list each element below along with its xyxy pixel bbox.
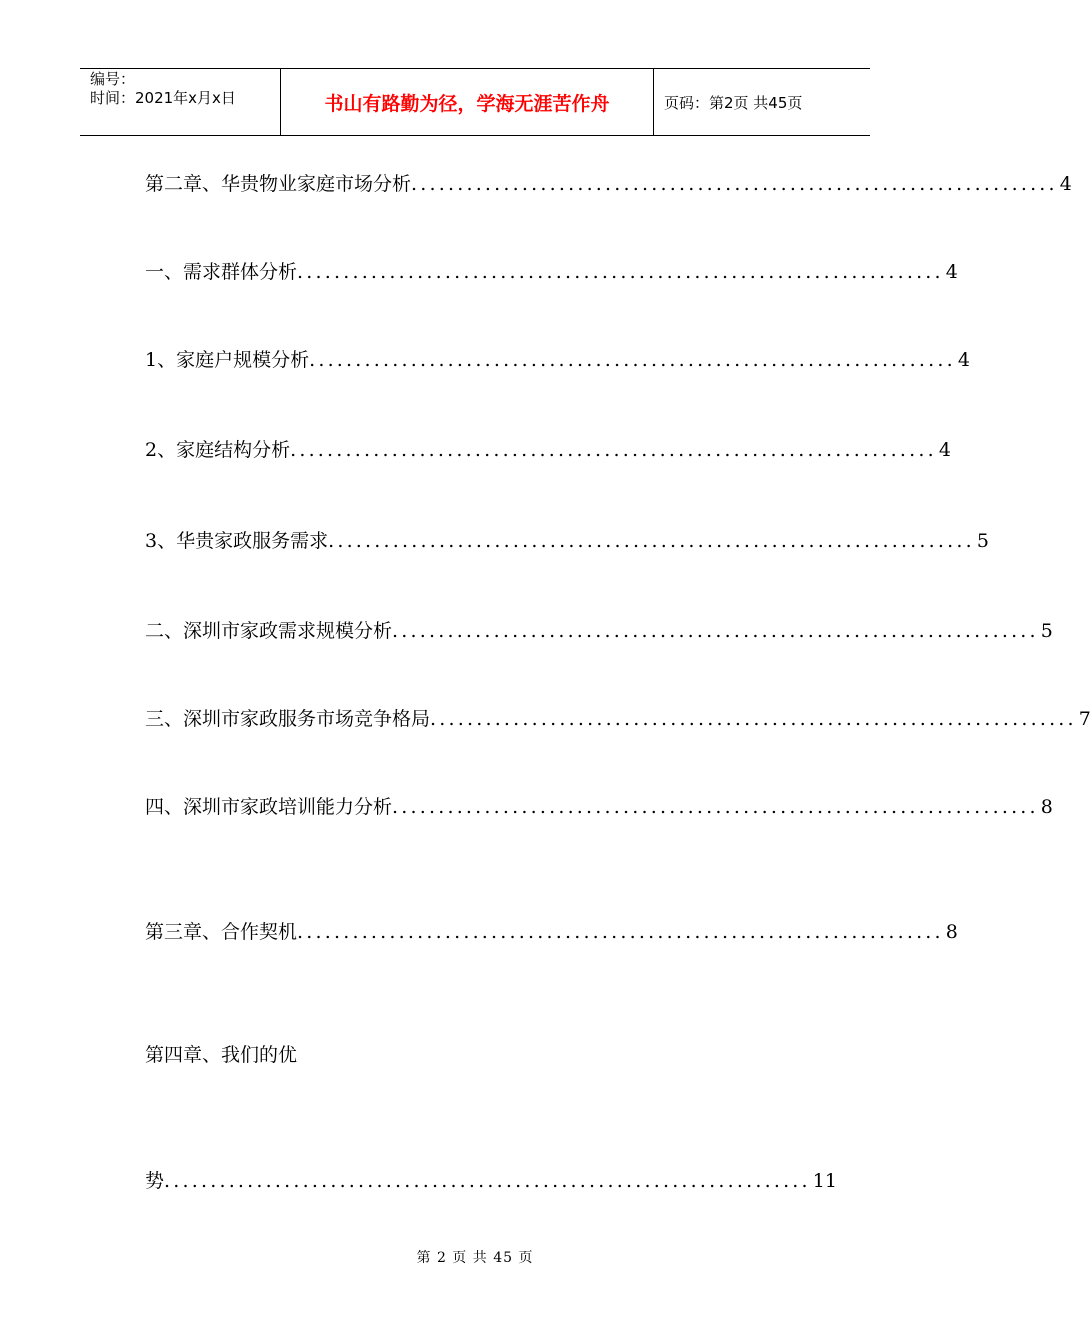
toc-leader-dots: ...................................................................... — [297, 921, 944, 943]
toc-entry[interactable] — [145, 920, 958, 944]
toc-leader-dots: ...................................................................... — [290, 439, 937, 461]
number-label: 编号： — [90, 70, 136, 88]
toc-entry-text: 一、需求群体分析 — [145, 261, 298, 283]
toc-leader-dots: ...................................................................... — [392, 796, 1039, 818]
page-header — [80, 68, 870, 136]
toc-entry-page: 5 — [1040, 620, 1053, 642]
toc-leader-dots: ...................................................................... — [297, 261, 944, 283]
toc-entry[interactable] — [145, 348, 970, 372]
toc-entry[interactable] — [145, 1169, 837, 1193]
toc-entry-text: 二、深圳市家政需求规模分析 — [145, 620, 393, 642]
toc-entry-page: 7 — [1078, 708, 1091, 730]
toc-entry-text: 三、深圳市家政服务市场竞争格局 — [145, 708, 431, 730]
toc-leader-dots: ...................................................................... — [430, 708, 1077, 730]
toc-entry[interactable] — [145, 172, 1072, 196]
toc-entry-page: 4 — [938, 439, 951, 461]
toc-entry-text: 3、华贵家政服务需求 — [145, 530, 329, 552]
toc-entry-page: 11 — [812, 1170, 837, 1192]
toc-entry[interactable] — [145, 795, 1053, 819]
toc-entry-text: 第三章、合作契机 — [145, 921, 298, 943]
header-page-label: 页码：第2页 共45页 — [664, 93, 803, 112]
header-motto: 书山有路勤为径，学海无涯苦作舟 — [281, 69, 654, 135]
toc-entry-text: 第二章、华贵物业家庭市场分析 — [145, 173, 412, 195]
toc-entry-text: 2、家庭结构分析 — [145, 439, 291, 461]
time-label: 时间：2021年x月x日 — [90, 89, 236, 107]
toc-entry-page: 4 — [945, 261, 958, 283]
toc-entry-text: 第四章、我们的优 — [145, 1044, 298, 1066]
toc-entry-page: 8 — [1040, 796, 1053, 818]
toc-entry-text: 四、深圳市家政培训能力分析 — [145, 796, 393, 818]
toc-entry[interactable] — [145, 619, 1053, 643]
toc-entry[interactable] — [145, 260, 958, 284]
toc-entry-text: 1、家庭户规模分析 — [145, 349, 310, 371]
toc-entry-page: 4 — [957, 349, 970, 371]
toc-leader-dots: ...................................................................... — [411, 173, 1058, 195]
toc-leader-dots: ...................................................................... — [164, 1170, 811, 1192]
toc-entry-page: 4 — [1059, 173, 1072, 195]
toc-entry[interactable] — [145, 707, 1091, 731]
toc-leader-dots: ...................................................................... — [392, 620, 1039, 642]
toc-entry-text: 势 — [145, 1170, 165, 1192]
toc-entry[interactable] — [145, 438, 951, 462]
toc-entry-page: 5 — [976, 530, 989, 552]
toc-entry[interactable] — [145, 529, 989, 553]
toc-entry-page: 8 — [945, 921, 958, 943]
toc-leader-dots: ...................................................................... — [309, 349, 956, 371]
header-meta — [80, 69, 281, 135]
toc-leader-dots: ...................................................................... — [328, 530, 975, 552]
toc-entry[interactable] — [145, 1043, 297, 1067]
page-footer: 第 2 页 共 45 页 — [416, 1250, 534, 1266]
